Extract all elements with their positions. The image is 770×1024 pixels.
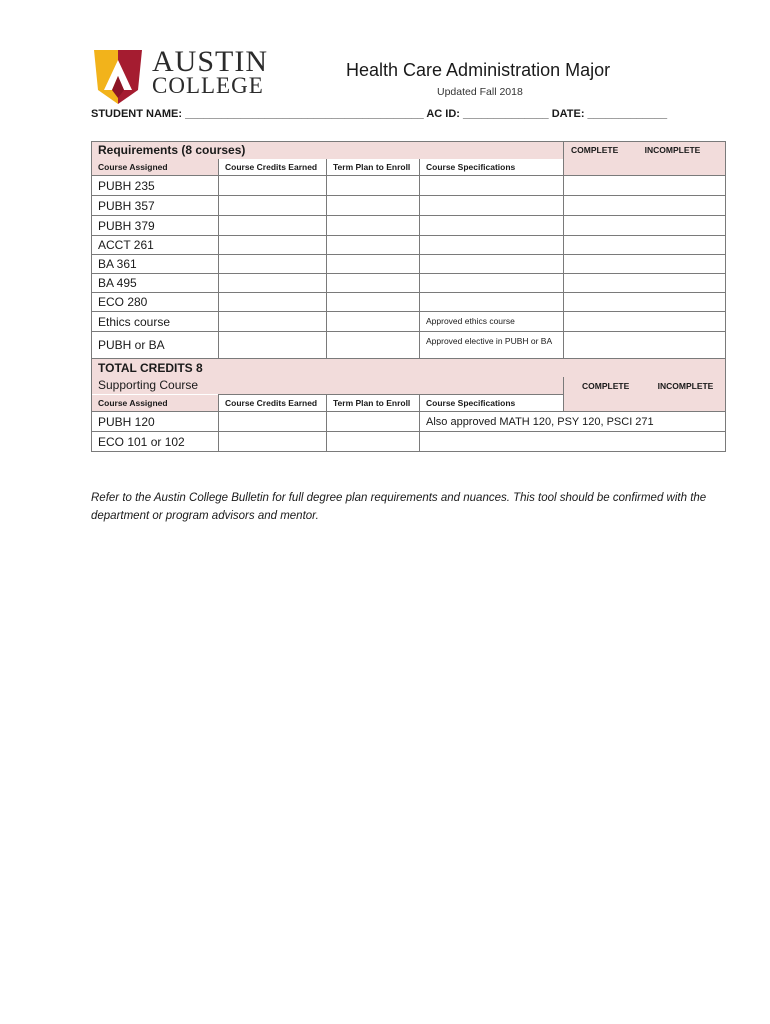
term-cell[interactable] [327,216,420,236]
table-row [92,196,726,216]
status-cell[interactable] [564,312,726,332]
table-row [92,274,726,293]
student-info-line[interactable]: STUDENT NAME: _______________________________________ AC ID: ______________ DATE: _____________ [91,108,668,120]
term-cell[interactable] [327,293,420,312]
credits-cell[interactable] [219,236,327,255]
bulletin-note: Refer to the Austin College Bulletin for full degree plan requirements and nuances. This tool should be confirmed with the department or program advisors and mentor. [91,492,707,522]
course-cell: BA 361 [92,255,219,274]
austin-college-logo [90,46,275,106]
table-row [92,236,726,255]
course-cell: PUBH 235 [92,176,219,196]
status-cell[interactable] [564,255,726,274]
requirements-title: Requirements (8 courses) [92,142,564,159]
term-cell[interactable] [327,332,420,359]
table-row [92,293,726,312]
term-cell[interactable] [327,274,420,293]
supporting-title: Supporting Course [92,377,564,395]
term-cell[interactable] [327,312,420,332]
complete-label: COMPLETE [582,380,630,391]
status-cell[interactable] [564,236,726,255]
status-cell[interactable] [564,293,726,312]
course-cell: ECO 280 [92,293,219,312]
term-cell[interactable] [327,255,420,274]
term-cell[interactable] [327,432,420,452]
status-cell[interactable] [564,332,726,359]
status-cell[interactable] [564,196,726,216]
supporting-header-row [92,377,726,395]
spec-cell: Also approved MATH 120, PSY 120, PSCI 271 [420,412,726,432]
col-course-specs: Course Specifications [420,159,564,176]
credits-cell[interactable] [219,312,327,332]
col-term-plan: Term Plan to Enroll [327,395,420,412]
table-row [92,312,726,332]
course-cell: BA 495 [92,274,219,293]
table-row [92,332,726,359]
spec-cell: Approved ethics course [420,312,564,332]
term-cell[interactable] [327,236,420,255]
incomplete-label: INCOMPLETE [657,380,714,391]
course-cell: PUBH 379 [92,216,219,236]
table-row [92,432,726,452]
degree-plan-table [91,141,726,452]
credits-cell[interactable] [219,274,327,293]
incomplete-label: INCOMPLETE [644,145,701,155]
spec-cell [420,196,564,216]
page-title: Health Care Administration Major [346,60,611,80]
col-credits-earned: Course Credits Earned [219,395,327,412]
col-course-specs: Course Specifications [420,395,564,412]
table-row [92,216,726,236]
requirements-header-row [92,142,726,159]
col-course-assigned: Course Assigned [92,395,219,412]
spec-cell [420,293,564,312]
supporting-status-header [564,377,726,412]
spec-cell [420,176,564,196]
credits-cell[interactable] [219,332,327,359]
status-cell[interactable] [564,176,726,196]
course-cell: ACCT 261 [92,236,219,255]
spec-cell [420,216,564,236]
credits-cell[interactable] [219,196,327,216]
total-credits: TOTAL CREDITS 8 [92,359,726,377]
logo-wordmark-line1: AUSTIN [152,45,268,78]
col-credits-earned: Course Credits Earned [219,159,327,176]
credits-cell[interactable] [219,293,327,312]
credits-cell[interactable] [219,216,327,236]
logo-wordmark-line2: COLLEGE [152,73,264,98]
course-cell: Ethics course [92,312,219,332]
logo-shield-icon [90,46,146,106]
credits-cell[interactable] [219,412,327,432]
course-cell: ECO 101 or 102 [92,432,219,452]
spec-cell [420,236,564,255]
status-cell[interactable] [564,274,726,293]
credits-cell[interactable] [219,432,327,452]
credits-cell[interactable] [219,255,327,274]
credits-cell[interactable] [219,176,327,196]
term-cell[interactable] [327,196,420,216]
spec-cell: Approved elective in PUBH or BA [420,332,564,359]
course-cell: PUBH 357 [92,196,219,216]
course-cell: PUBH 120 [92,412,219,432]
table-row [92,176,726,196]
col-course-assigned: Course Assigned [92,159,219,176]
term-cell[interactable] [327,176,420,196]
page-subtitle: Updated Fall 2018 [437,86,523,98]
table-row [92,412,726,432]
complete-label: COMPLETE [571,145,619,155]
table-row [92,255,726,274]
spec-cell [420,274,564,293]
course-cell: PUBH or BA [92,332,219,359]
status-cell[interactable] [564,216,726,236]
term-cell[interactable] [327,412,420,432]
spec-cell [420,432,726,452]
spec-cell [420,255,564,274]
col-term-plan: Term Plan to Enroll [327,159,420,176]
total-credits-row [92,359,726,377]
requirements-status-header [564,142,726,176]
